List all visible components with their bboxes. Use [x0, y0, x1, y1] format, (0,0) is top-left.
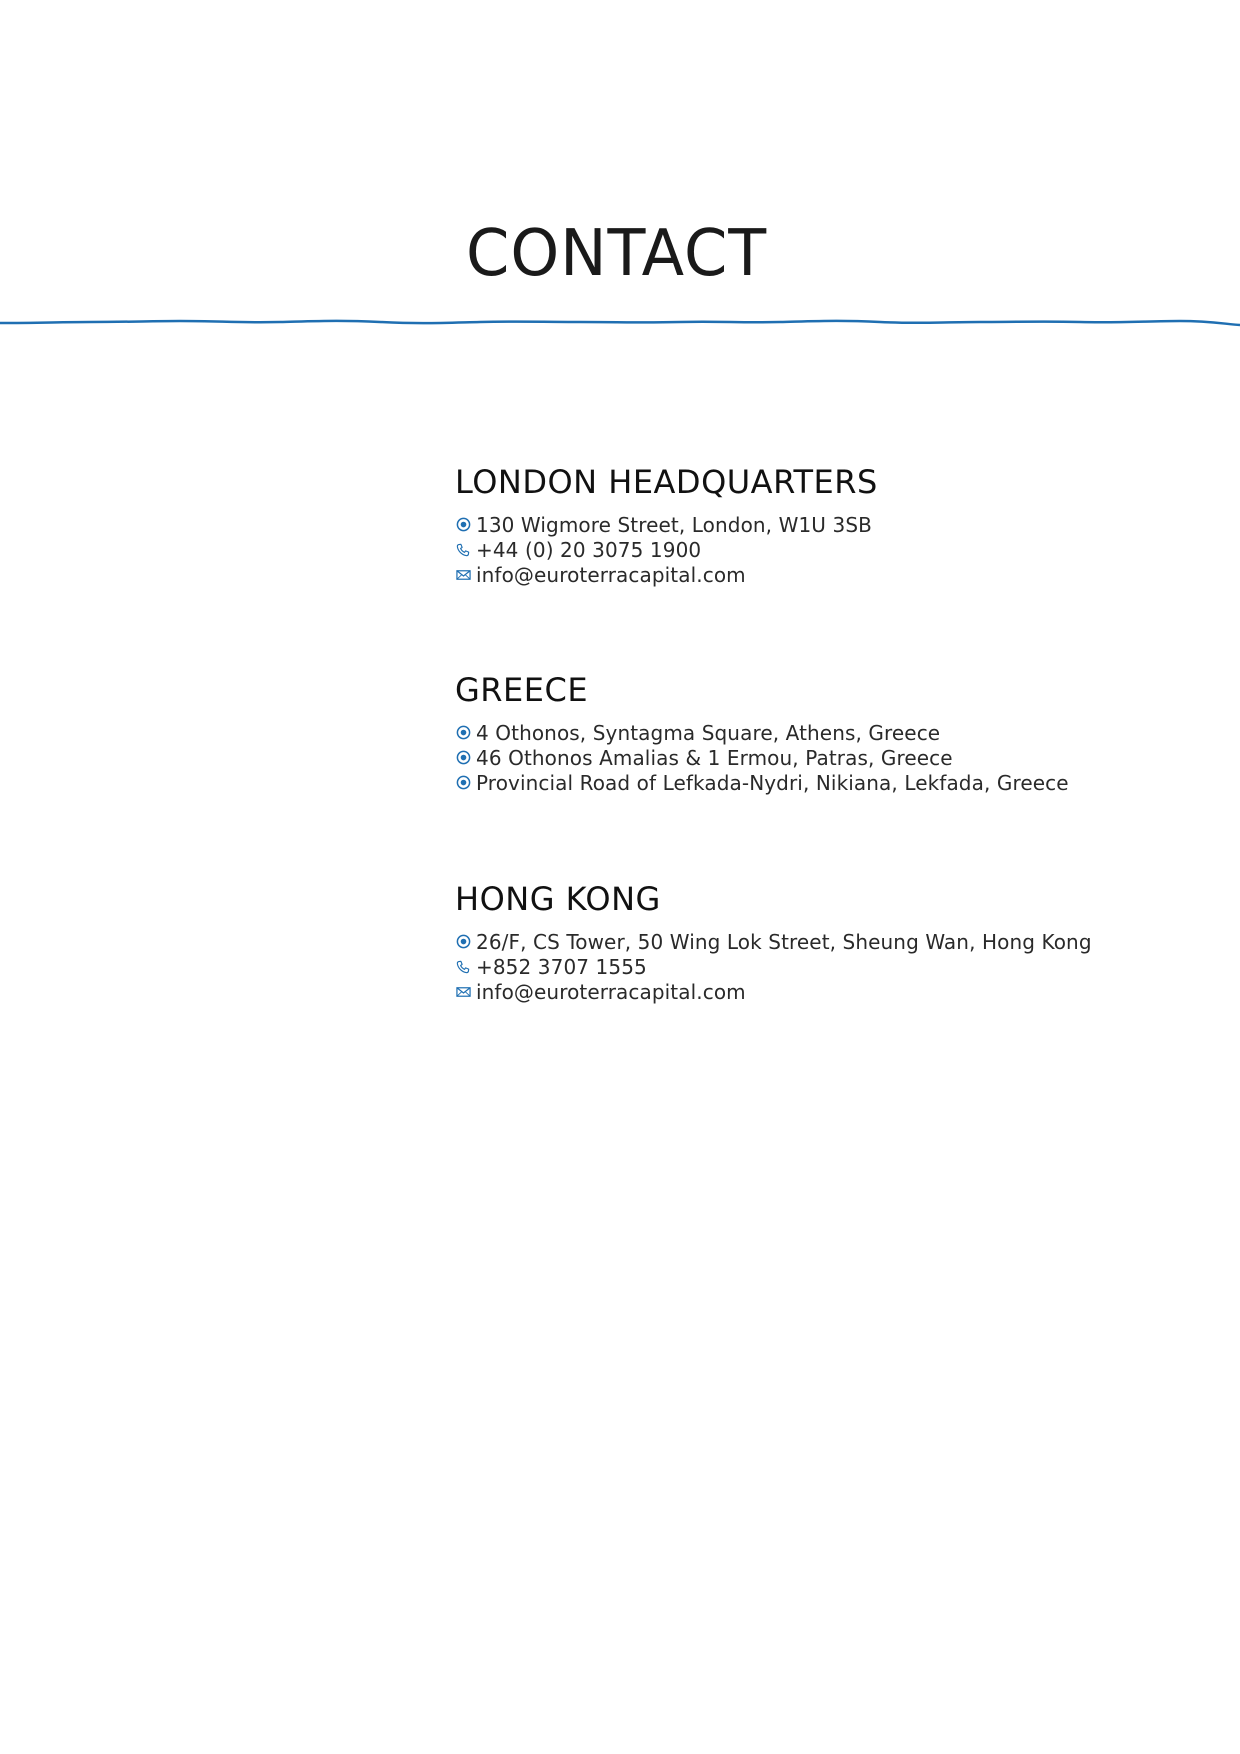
office-line-text: +852 3707 1555 [476, 954, 647, 979]
location-pin-icon [455, 750, 471, 766]
office-line-text: 130 Wigmore Street, London, W1U 3SB [476, 512, 872, 537]
office-line-text: Provincial Road of Lefkada-Nydri, Nikiana, Lekfada, Greece [476, 770, 1069, 795]
office-heading: GREECE [455, 671, 589, 709]
envelope-icon [455, 984, 471, 1000]
office-email-link[interactable]: info@euroterracapital.com [476, 562, 746, 587]
office-greece [455, 671, 1069, 795]
office-address-line [455, 770, 1069, 795]
office-email-line[interactable] [455, 562, 878, 587]
envelope-icon [455, 567, 471, 583]
location-pin-icon [455, 517, 471, 533]
office-email-line[interactable] [455, 979, 1092, 1004]
office-line-text: 26/F, CS Tower, 50 Wing Lok Street, Sheung Wan, Hong Kong [476, 929, 1092, 954]
phone-icon [455, 959, 471, 975]
page-title: CONTACT [466, 217, 768, 291]
office-heading: LONDON HEADQUARTERS [455, 463, 878, 501]
office-line-text: +44 (0) 20 3075 1900 [476, 537, 702, 562]
office-phone-line [455, 537, 878, 562]
office-line-text: 4 Othonos, Syntagma Square, Athens, Greece [476, 720, 941, 745]
location-pin-icon [455, 725, 471, 741]
location-pin-icon [455, 775, 471, 791]
office-email-link[interactable]: info@euroterracapital.com [476, 979, 746, 1004]
office-address-line [455, 745, 1069, 770]
office-address-line [455, 512, 878, 537]
office-address-line [455, 929, 1092, 954]
office-phone-line [455, 954, 1092, 979]
office-hong-kong [455, 880, 1092, 1004]
office-address-line [455, 720, 1069, 745]
phone-icon [455, 542, 471, 558]
wave-divider [0, 310, 1240, 334]
office-line-text: 46 Othonos Amalias & 1 Ermou, Patras, Greece [476, 745, 953, 770]
location-pin-icon [455, 934, 471, 950]
office-heading: HONG KONG [455, 880, 661, 918]
office-london [455, 463, 878, 587]
